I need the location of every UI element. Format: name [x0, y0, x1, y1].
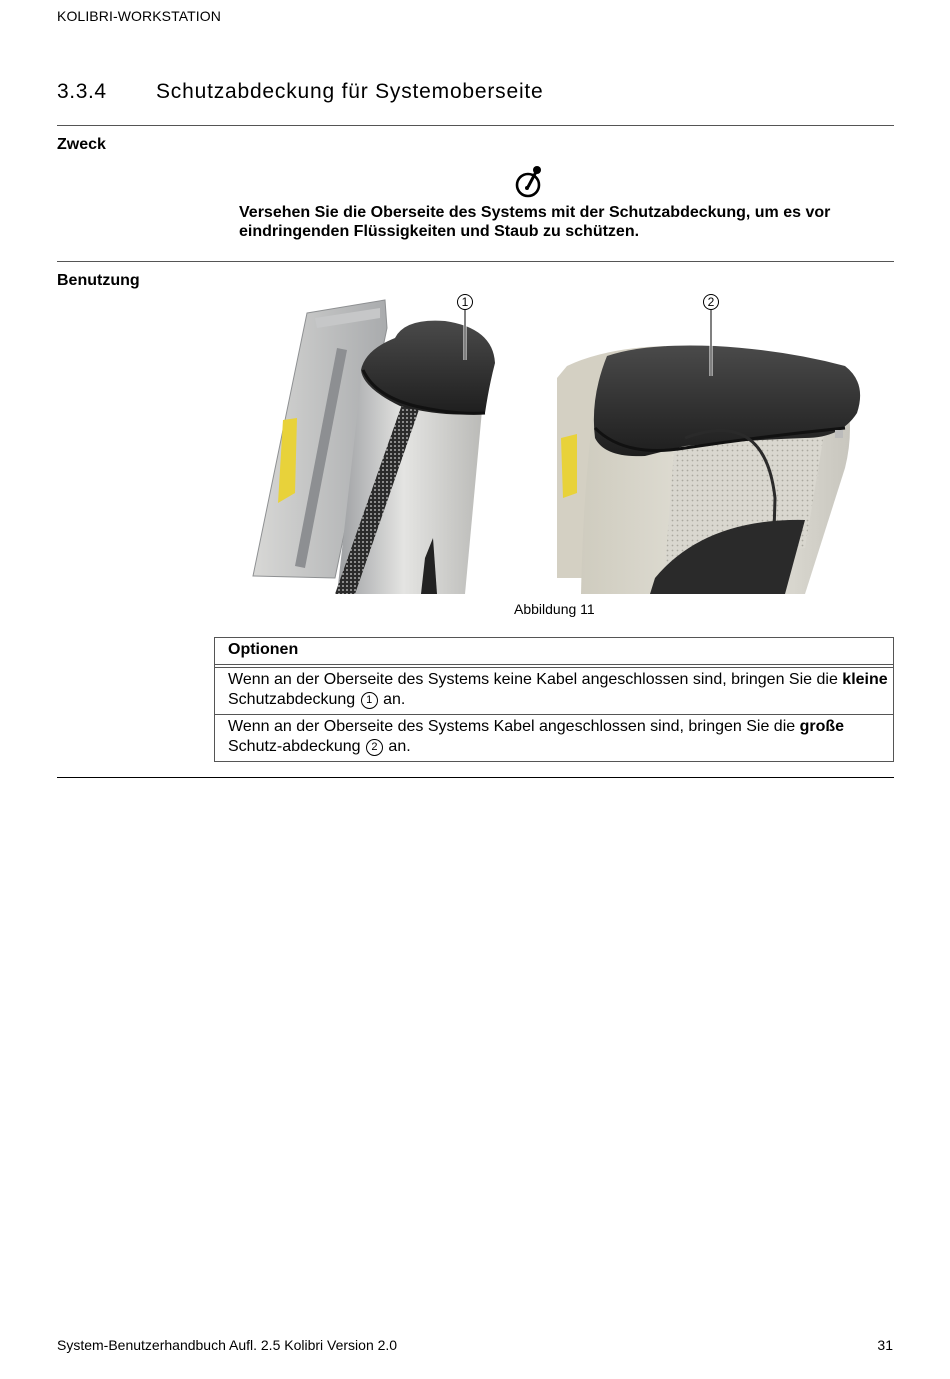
option-text: an.	[378, 691, 406, 708]
pen-target-icon	[515, 165, 545, 199]
divider	[57, 261, 894, 262]
photo-small-cover	[253, 300, 495, 594]
option-emphasis: kleine	[842, 671, 888, 688]
options-heading: Optionen	[228, 641, 299, 658]
callout-ref-1: 1	[361, 692, 378, 709]
divider	[215, 714, 893, 715]
callout-2-label: 2	[707, 295, 715, 309]
running-header: KOLIBRI-WORKSTATION	[57, 8, 221, 24]
section-number: 3.3.4	[57, 80, 107, 103]
usage-label: Benutzung	[57, 272, 140, 289]
callout-1-label: 1	[461, 295, 469, 309]
purpose-text: Versehen Sie die Oberseite des Systems mit der Schutzabdeckung, um es vor eindringenden Flüssigkeiten und Staub zu schützen.	[239, 204, 831, 240]
page-number: 31	[877, 1337, 893, 1353]
divider	[215, 664, 893, 665]
figure-protective-covers	[245, 288, 875, 598]
option-row-large-cover	[228, 717, 888, 757]
divider	[57, 125, 894, 126]
purpose-label: Zweck	[57, 136, 106, 153]
section-end-divider	[57, 777, 894, 778]
options-table	[214, 637, 894, 762]
section-title: Schutzabdeckung für Systemoberseite	[156, 80, 544, 103]
footer-document-title: System-Benutzerhandbuch Aufl. 2.5 Kolibri Version 2.0	[57, 1337, 398, 1353]
option-text: Wenn an der Oberseite des Systems keine Kabel angeschlossen sind, bringen Sie die	[228, 671, 843, 688]
option-emphasis: große	[799, 718, 845, 735]
option-text: Schutz-abdeckung	[228, 738, 365, 755]
option-text: an.	[383, 738, 411, 755]
option-row-small-cover	[228, 670, 888, 710]
option-text: Schutzabdeckung	[228, 691, 360, 708]
photo-large-cover	[557, 345, 860, 594]
divider	[215, 667, 893, 668]
option-text: Wenn an der Oberseite des Systems Kabel angeschlossen sind, bringen Sie die	[228, 718, 800, 735]
callout-ref-2: 2	[366, 739, 383, 756]
figure-caption: Abbildung 11	[514, 601, 595, 617]
